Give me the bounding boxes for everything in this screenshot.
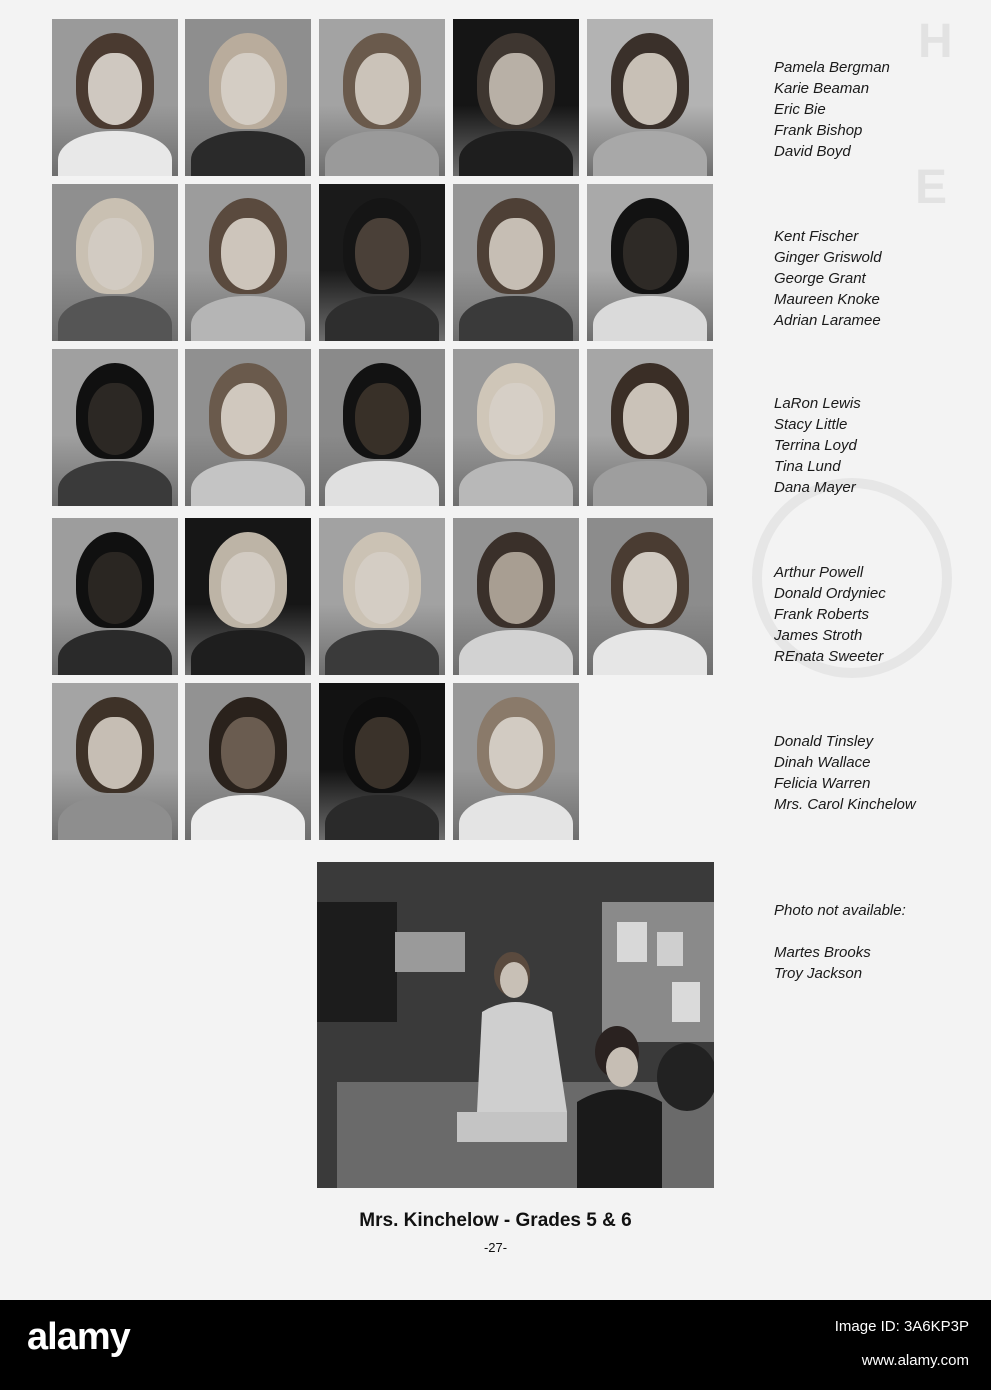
portrait-dana-mayer — [587, 349, 713, 506]
portrait-face — [221, 53, 275, 125]
portrait-stacy-little — [185, 349, 311, 506]
student-name: David Boyd — [774, 143, 851, 160]
missing-student-name: Martes Brooks — [774, 944, 871, 961]
portrait-pamela-bergman — [52, 19, 178, 176]
posted-paper — [617, 922, 647, 962]
page-number: -27- — [483, 1240, 508, 1255]
image-id: Image ID: 3A6KP3P — [834, 1318, 969, 1335]
portrait-face — [623, 383, 677, 455]
portrait-face — [623, 218, 677, 290]
classroom-photo — [317, 862, 714, 1188]
student-name: Donald Tinsley — [774, 733, 874, 750]
portrait-maureen-knoke — [453, 184, 579, 341]
portrait-tina-lund — [453, 349, 579, 506]
portrait-face — [623, 53, 677, 125]
student-shirt — [577, 1090, 662, 1189]
portrait-face — [88, 53, 142, 125]
bleed-through-letter-h: H — [918, 15, 953, 68]
portrait-george-grant — [319, 184, 445, 341]
name-group-row-4 — [774, 562, 974, 667]
portrait-dinah-wallace — [185, 683, 311, 840]
portrait-frank-bishop — [453, 19, 579, 176]
portrait-donald-ordyniec — [185, 518, 311, 675]
bleed-through-letter-e: E — [915, 161, 948, 214]
portrait-face — [221, 552, 275, 624]
portrait-donald-tinsley — [52, 683, 178, 840]
student-name: LaRon Lewis — [774, 395, 861, 412]
portrait-face — [221, 717, 275, 789]
photo-not-available-block — [774, 900, 974, 984]
student-name: Frank Bishop — [774, 122, 863, 139]
portrait-felicia-warren — [319, 683, 445, 840]
portrait-face — [88, 717, 142, 789]
stock-footer — [0, 1300, 991, 1390]
student-name: Pamela Bergman — [774, 59, 890, 76]
teacher-face — [500, 962, 528, 998]
student-face — [606, 1047, 638, 1087]
student-name: Tina Lund — [774, 458, 841, 475]
portrait-renata-sweeter — [587, 518, 713, 675]
student-name: Karie Beaman — [774, 80, 870, 97]
wall-picture — [395, 932, 465, 972]
portrait-face — [88, 383, 142, 455]
portrait-laron-lewis — [52, 349, 178, 506]
portrait-face — [489, 717, 543, 789]
portrait-face — [221, 218, 275, 290]
student-name: Adrian Laramee — [774, 312, 881, 329]
portrait-face — [355, 717, 409, 789]
name-group-row-3 — [774, 393, 974, 498]
portrait-face — [355, 383, 409, 455]
portrait-face — [221, 383, 275, 455]
student-name: Arthur Powell — [774, 564, 864, 581]
portrait-face — [355, 552, 409, 624]
posted-paper — [672, 982, 700, 1022]
portrait-face — [355, 53, 409, 125]
portrait-terrina-loyd — [319, 349, 445, 506]
posted-paper — [657, 932, 683, 966]
stock-url: www.alamy.com — [861, 1352, 969, 1369]
student-name: REnata Sweeter — [774, 648, 884, 665]
portrait-face — [489, 218, 543, 290]
student-name: George Grant — [774, 270, 866, 287]
student-name: Stacy Little — [774, 416, 848, 433]
name-group-row-1 — [774, 57, 974, 162]
page-caption: Mrs. Kinchelow - Grades 5 & 6 — [359, 1210, 632, 1231]
portrait-face — [88, 552, 142, 624]
portrait-face — [355, 218, 409, 290]
student-name: Terrina Loyd — [774, 437, 857, 454]
portrait-face — [88, 218, 142, 290]
portrait-james-stroth — [453, 518, 579, 675]
doorway — [317, 902, 397, 1022]
portrait-ginger-griswold — [185, 184, 311, 341]
portrait-arthur-powell — [52, 518, 178, 675]
name-group-row-5 — [774, 731, 974, 815]
portrait-face — [623, 552, 677, 624]
student-name: Dana Mayer — [774, 479, 856, 496]
portrait-frank-roberts — [319, 518, 445, 675]
missing-student-name: Troy Jackson — [774, 965, 863, 982]
portrait-face — [489, 552, 543, 624]
student-name: Ginger Griswold — [774, 249, 882, 266]
portrait-kent-fischer — [52, 184, 178, 341]
portrait-adrian-laramee — [587, 184, 713, 341]
student-name: Frank Roberts — [774, 606, 870, 623]
student-name: Maureen Knoke — [774, 291, 880, 308]
portrait-face — [489, 53, 543, 125]
photo-not-available-heading: Photo not available: — [774, 902, 906, 919]
student-name: Dinah Wallace — [774, 754, 871, 771]
portrait-karie-beaman — [185, 19, 311, 176]
name-group-row-2 — [774, 226, 974, 331]
portrait-david-boyd — [587, 19, 713, 176]
classroom-scene — [317, 862, 714, 1188]
portrait-eric-bie — [319, 19, 445, 176]
student-name: Kent Fischer — [774, 228, 859, 245]
student-name: Eric Bie — [774, 101, 826, 118]
student-name: Mrs. Carol Kinchelow — [774, 796, 916, 813]
desk-papers — [457, 1112, 567, 1142]
alamy-logo: alamy — [27, 1316, 130, 1358]
student-name: Felicia Warren — [774, 775, 871, 792]
student-name: James Stroth — [774, 627, 863, 644]
portrait-carol-kinchelow — [453, 683, 579, 840]
student-name: Donald Ordyniec — [774, 585, 886, 602]
portrait-face — [489, 383, 543, 455]
